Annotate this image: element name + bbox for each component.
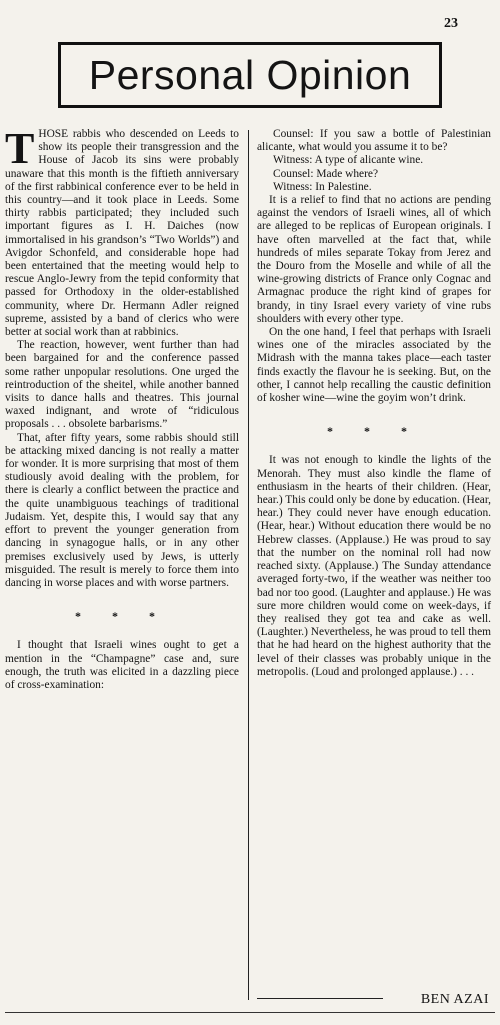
- article-paragraph: It is a relief to find that no actions are pending against the vendors of Israeli wines, all of which are alleged to be replicas of European originals. I have often marvelled at the fact that, while hundreds of miles separate Tokay from Jerez and the Douro from the Moselle and while of all the wine-growing districts of France only Cognac and Armagnac produce the right kind of grapes for brandy, in tiny Israel every variety of vine rubs shoulders with every other type.: [257, 194, 491, 325]
- drop-cap: T: [5, 124, 35, 173]
- right-column: [257, 128, 491, 1008]
- left-column: [5, 124, 239, 1008]
- article-paragraph: [5, 124, 239, 339]
- signature-rule: [257, 998, 383, 999]
- title-box: [58, 42, 442, 108]
- article-paragraph: The reaction, however, went further than had been bargained for and the conference passed some rather unpopular resolutions. One urged the reintroduction of the sheitel, while another banned visits to dance halls and theatres. This journal waxed indignant, and wrote of “ridiculous proposals . . . obsolete barbarisms.”: [5, 339, 239, 431]
- dialogue-line: Witness: In Palestine.: [273, 180, 372, 193]
- dialogue-line: Counsel: Made where?: [273, 167, 379, 180]
- page-number: 23: [444, 16, 458, 31]
- section-divider-stars: * * *: [327, 424, 421, 439]
- author-signature: BEN AZAI: [420, 991, 489, 1007]
- dialogue-line: Counsel: If you saw a bottle of Palestinian alicante, what would you assume it to be?: [257, 128, 491, 154]
- article-paragraph: On the one hand, I feel that perhaps with Israeli wines one of the miracles associated by the Midrash with the manna takes place—each taster finds exactly the flavour he is seeking. But, on the other, I cannot help recalling the caustic definition of kosher wine—wine the goyim won’t drink.: [257, 326, 491, 405]
- article-columns: [5, 124, 495, 1008]
- article-paragraph: It was not enough to kindle the lights of the Menorah. They must also kindle the flame of enthusiasm in the hearts of their children. (Hear, hear.) This could only be done by education. (Hear, hear.) They could never have enough education. (Hear, hear.) Without education there would be no Hebrew classes. (Applause.) He was proud to say that the number on the nominal roll had now reached sixty. (Applause.) The Sunday attendance averaged forty-two, if the weather was neither too bad nor too good. (Laughter and applause.) He was sure more children would come on week-days, if they realised they got tea and cake as well. (Laughter.) Nevertheless, he was proud to tell them that he had heard on the highest authority that the level of their classes was probably unique in the metropolis. (Loud and prolonged applause.) . . .: [257, 454, 491, 678]
- section-divider-stars: * * *: [75, 609, 169, 624]
- article-paragraph: That, after fifty years, some rabbis should still be attacking mixed dancing is not really a matter for wonder. It is more surprising that most of them studiously avoid dealing with the problem, for there is clearly a conflict between the practice and the quite unambiguous teachings of traditional Judaism. Yet, despite this, I would say that any effort to prevent the younger generation from dancing in synagogue halls, or in any other premises exclusively used by Jews, is utterly misguided. The result is merely to force them into dancing in worse places and with worse partners.: [5, 431, 239, 589]
- page-title: Personal Opinion: [88, 51, 412, 98]
- paragraph-text: HOSE rabbis who descended on Leeds to show its people their transgression and the House of Jacob its sins were probably unaware that this month is the fiftieth anniversary of the first rabbinical conference ever to be held in this country—and it took place in Leeds. Some thirty rabbis participated; they included such important figures as I. H. Daiches (now immortalised in his grandson’s “Two Worlds”) and Avigdor Schonfeld, and considerable hope had been entertained that the meeting would help to rescue Anglo-Jewry from the tepid conformity that passed for Orthodoxy in the older-established community, where Dr. Hermann Adler reigned supreme, assisted by a band of clerics who were better at social work than at rabbinics.: [5, 128, 239, 339]
- bottom-rule: [5, 1012, 495, 1013]
- dialogue-line: Witness: A type of alicante wine.: [273, 154, 424, 167]
- column-divider: [248, 130, 249, 1000]
- article-paragraph: I thought that Israeli wines ought to get a mention in the “Champagne” case and, sure enough, the truth was elicited in a dazzling piece of cross-examination:: [5, 639, 239, 691]
